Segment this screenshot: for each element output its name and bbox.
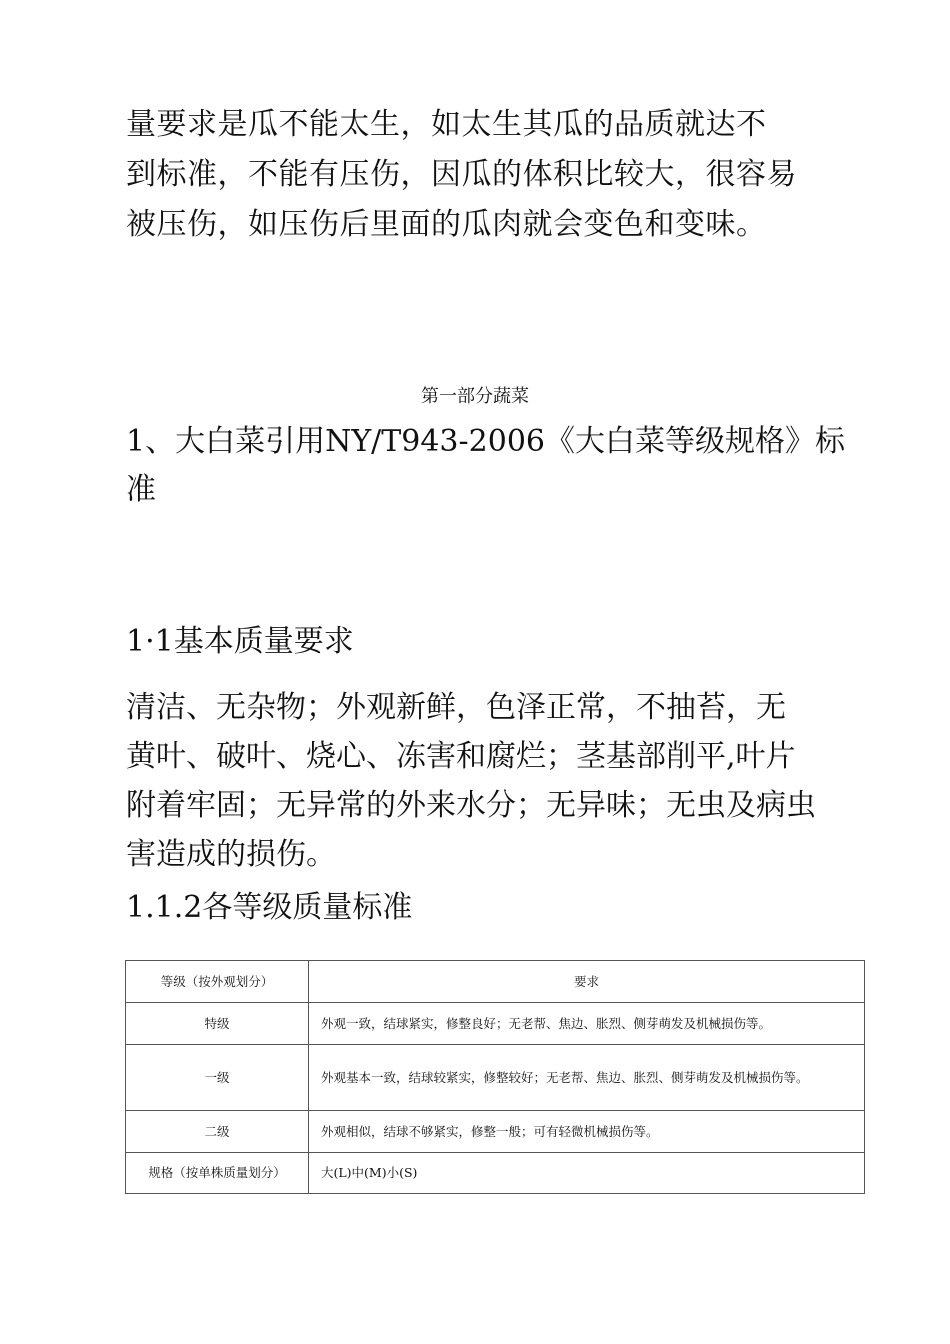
table-header-requirement: 要求: [309, 961, 865, 1003]
section-1-heading-line-1: 1、大白菜引用NY/T943-2006《大白菜等级规格》标: [126, 424, 846, 459]
table-header-row: [126, 961, 865, 1003]
table-cell-requirement: 外观相似，结球不够紧实，修整一般；可有轻微机械损伤等。: [309, 1111, 865, 1153]
table-cell-grade: 一级: [126, 1045, 309, 1111]
intro-line-3: 被压伤，如压伤后里面的瓜肉就会变色和变味。: [126, 207, 767, 242]
part-title: 第一部分蔬菜: [421, 386, 529, 407]
section-1-heading-line-2: 准: [126, 472, 156, 507]
table-row: [126, 1153, 865, 1194]
section-1-heading: [126, 418, 866, 514]
section-1-1-heading: 1·1基本质量要求: [126, 624, 354, 659]
basic-requirements-line-4: 害造成的损伤。: [126, 837, 336, 872]
intro-line-1: 量要求是瓜不能太生，如太生其瓜的品质就达不: [126, 107, 767, 142]
table-cell-requirement: 外观一致，结球紧实，修整良好；无老帮、焦边、胀烈、侧芽萌发及机械损伤等。: [309, 1003, 865, 1045]
grade-standards-table: [125, 960, 865, 1194]
section-1-1-2-heading: 1.1.2各等级质量标准: [126, 890, 413, 925]
intro-paragraph: [126, 100, 846, 250]
basic-requirements-line-1: 清洁、无杂物；外观新鲜，色泽正常，不抽苔，无: [126, 690, 786, 725]
table-row: [126, 1111, 865, 1153]
table-row: [126, 1003, 865, 1045]
table-cell-grade: 规格（按单株质量划分）: [126, 1153, 309, 1194]
table-cell-requirement: 外观基本一致，结球较紧实，修整较好；无老帮、焦边、胀烈、侧芽萌发及机械损伤等。: [309, 1045, 865, 1111]
table-cell-requirement: 大(L)中(M)小(S): [309, 1153, 865, 1194]
basic-requirements-line-3: 附着牢固；无异常的外来水分；无异味；无虫及病虫: [126, 788, 816, 823]
basic-requirements-line-2: 黄叶、破叶、烧心、冻害和腐烂；茎基部削平,叶片: [126, 739, 796, 774]
table-cell-grade: 二级: [126, 1111, 309, 1153]
table-header-grade: 等级（按外观划分）: [126, 961, 309, 1003]
table-cell-grade: 特级: [126, 1003, 309, 1045]
basic-requirements-paragraph: [126, 683, 866, 879]
intro-line-2: 到标准，不能有压伤，因瓜的体积比较大，很容易: [126, 157, 797, 192]
table-row: [126, 1045, 865, 1111]
